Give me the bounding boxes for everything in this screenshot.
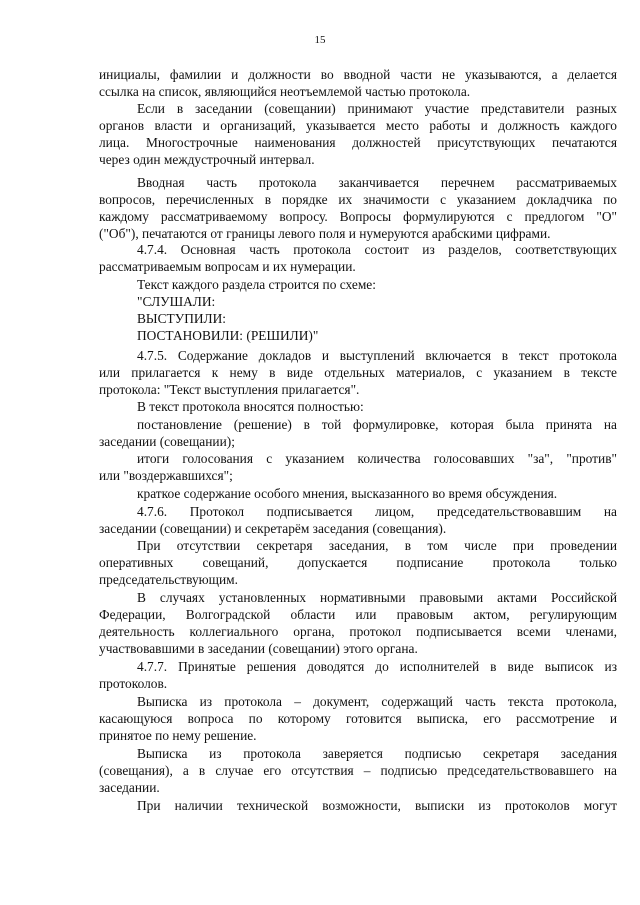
scheme-heard: "СЛУШАЛИ: (137, 294, 216, 309)
text-line: касающуюся вопроса по которому готовится выписка, его рассмотрение и (99, 711, 617, 726)
text-line: протокола: "Текст выступления прилагается". (99, 382, 360, 397)
paragraph-extract-definition (99, 693, 617, 744)
text-line: инициалы, фамилии и должности во вводной части не указываются, а делается (99, 67, 617, 82)
text-line: ссылка на список, являющийся неотъемлемой частью протокола. (99, 84, 471, 99)
list-item-opinion (99, 485, 617, 502)
paragraph-intro-ending (99, 174, 617, 242)
text-line: Выписка из протокола заверяется подписью секретаря заседания (137, 746, 617, 761)
paragraph-scheme (99, 276, 617, 344)
text-line: 4.7.5. Содержание докладов и выступлений включается в текст протокола (137, 348, 617, 363)
text-line: Выписка из протокола – документ, содержащий часть текста протокола, (137, 694, 617, 709)
text-line: (совещания), а в случае его отсутствия – подписью председательствовавшего на (99, 763, 617, 778)
text-line: 4.7.6. Протокол подписывается лицом, председательствовавшим на (137, 504, 617, 519)
text-line: Вводная часть протокола заканчивается перечнем рассматриваемых (137, 175, 617, 190)
text-line: итоги голосования с указанием количества голосовавших "за", "против" (137, 451, 617, 466)
page-number: 15 (314, 34, 326, 46)
scheme-spoke: ВЫСТУПИЛИ: (137, 311, 227, 326)
text-line: оперативных совещаний, допускается подписание протокола только (99, 555, 617, 570)
text-line: участвовавшими в заседании (совещании) этого органа. (99, 641, 418, 656)
paragraph-4-7-6 (99, 503, 617, 537)
text-line: через один междустрочный интервал. (99, 152, 315, 167)
text-line: принятое по нему решение. (99, 728, 257, 743)
text-line: органов власти и организаций, указывается место работы и должность каждого (99, 118, 617, 133)
text-line: каждому рассматриваемому вопросу. Вопросы формулируются с предлогом "О" (99, 209, 617, 224)
paragraph-full-content (99, 398, 617, 415)
text-line: При наличии технической возможности, выписки из протоколов могут (137, 798, 617, 813)
text-line: или "воздержавшихся"; (99, 468, 233, 483)
text-line: Если в заседании (совещании) принимают участие представители разных (137, 101, 617, 116)
text-line: вопросов, перечисленных в порядке их значимости с указанием докладчика по (99, 192, 617, 207)
paragraph-4-7-7 (99, 658, 617, 692)
text-line: краткое содержание особого мнения, высказанного во время обсуждения. (137, 486, 558, 501)
text-line: заседании (совещании); (99, 434, 235, 449)
text-line: 4.7.4. Основная часть протокола состоит из разделов, соответствующих (137, 242, 617, 257)
paragraph-4-7-5 (99, 347, 617, 398)
text-line: В текст протокола вносятся полностью: (137, 399, 364, 414)
text-line: 4.7.7. Принятые решения доводятся до исполнителей в виде выписок из (137, 659, 617, 674)
text-line: или прилагается к нему в виде отдельных материалов, с указанием в тексте (99, 365, 617, 380)
text-line: рассматриваемым вопросам и их нумерации. (99, 259, 356, 274)
text-line: заседании. (99, 780, 160, 795)
paragraph-technical-possibility (99, 797, 617, 814)
paragraph-4-7-4 (99, 241, 617, 275)
text-line: постановление (решение) в той формулировке, которая была принята на (137, 417, 617, 432)
text-line: лица. Многострочные наименования должностей присутствующих печатаются (99, 135, 617, 150)
paragraph-no-secretary (99, 537, 617, 588)
scheme-resolved: ПОСТАНОВИЛИ: (РЕШИЛИ)" (137, 328, 319, 343)
paragraph-legal-cases (99, 589, 617, 657)
text-line: ("Об"), печатаются от границы левого поля и нумеруются арабскими цифрами. (99, 226, 551, 241)
text-line: заседании (совещании) и секретарём заседания (совещания). (99, 521, 447, 536)
text-line: деятельность коллегиального органа, протокол подписывается всеми членами, (99, 624, 617, 639)
text-line: Федерации, Волгоградской области или правовым актом, регулирующим (99, 607, 617, 622)
text-line: Текст каждого раздела строится по схеме: (137, 277, 376, 292)
paragraph-extract-certification (99, 745, 617, 796)
paragraph-representatives (99, 100, 617, 168)
paragraph-intro-names (99, 66, 617, 100)
list-item-decision (99, 416, 617, 450)
text-line: протоколов. (99, 676, 168, 691)
text-line: При отсутствии секретаря заседания, в том числе при проведении (137, 538, 617, 553)
text-line: В случаях установленных нормативными правовыми актами Российской (137, 590, 617, 605)
list-item-voting (99, 450, 617, 484)
text-line: председательствующим. (99, 572, 238, 587)
